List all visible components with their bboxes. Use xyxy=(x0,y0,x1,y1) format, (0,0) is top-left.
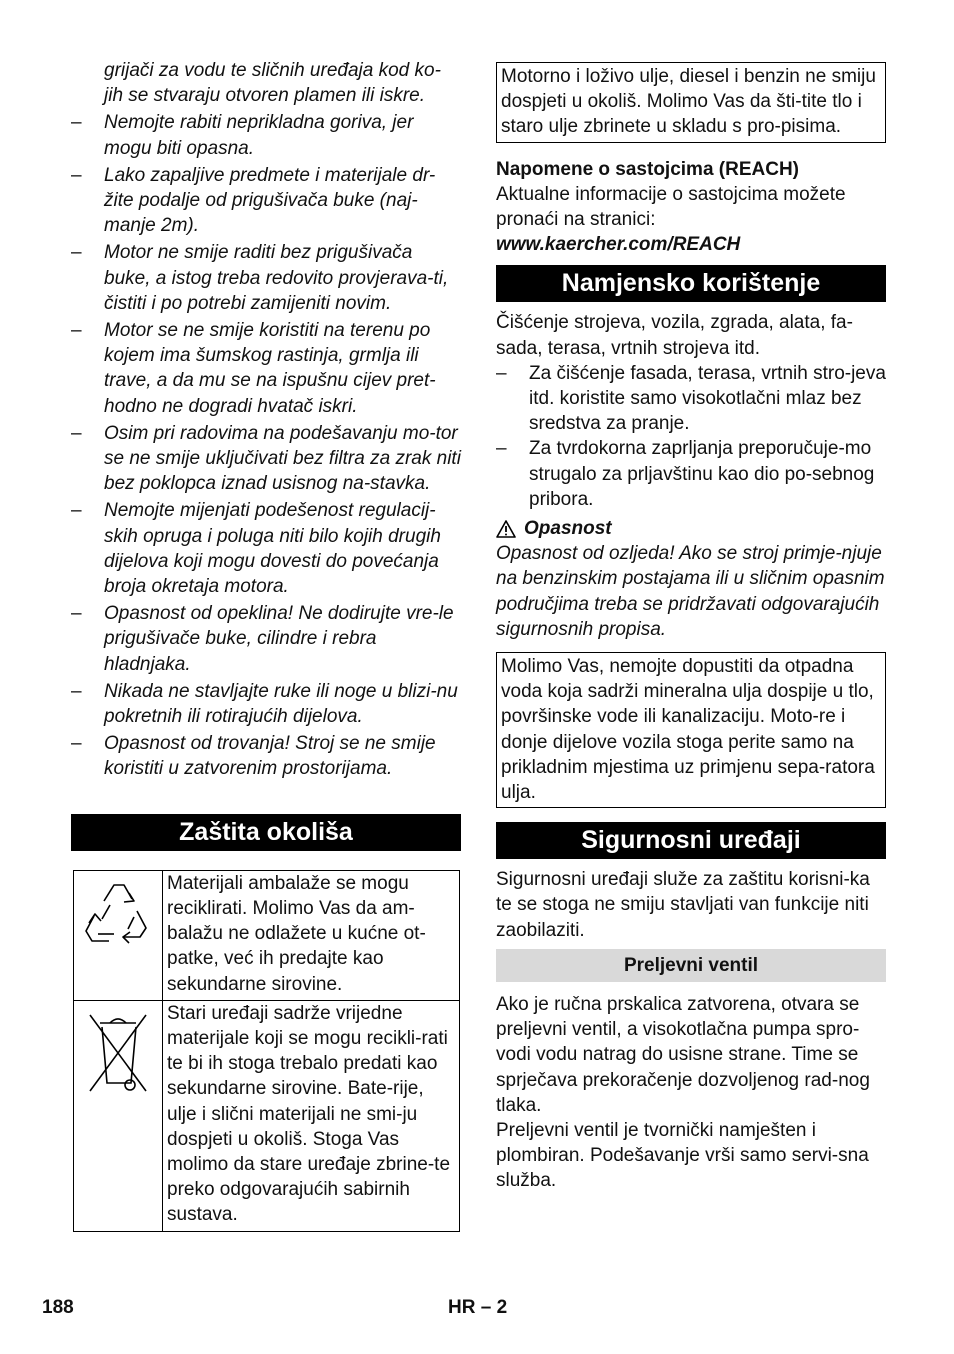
subsection-title-overflow-valve: Preljevni ventil xyxy=(496,949,886,982)
list-item: – Opasnost od trovanja! Stroj se ne smije koristiti u zatvorenim prostorijama. xyxy=(71,733,436,780)
section-title-intended-use: Namjensko korištenje xyxy=(496,265,886,302)
right-column xyxy=(496,62,886,1194)
safety-devices-text: Sigurnosni uređaji služe za zaštitu korisni-ka te se stoga ne smiju stavljati van funkcije niti zaobilaziti. xyxy=(496,869,870,941)
recycle-icon xyxy=(74,871,162,961)
intended-use-text: Čišćenje strojeva, vozila, zgrada, alata, fa-sada, terasa, vrtnih strojeva itd. xyxy=(496,312,853,359)
list-item: – Motor ne smije raditi bez prigušivača buke, a istog treba redovito provjerava-ti, čistiti i po potrebi zamijeniti novim. xyxy=(71,242,449,314)
intro-continuation: grijači za vodu te sličnih uređaja kod ko- jih se stvaraju otvoren plamen ili iskre. xyxy=(104,60,441,107)
section-title-environment: Zaštita okoliša xyxy=(71,814,461,851)
oil-notice-box: Motorno i loživo ulje, diesel i benzin ne smiju dospjeti u okoliš. Molimo Vas da šti-tite tlo i staro ulje zbrinete u skladu s pro-pisima. xyxy=(496,62,886,143)
list-item: – Motor se ne smije koristiti na terenu po kojem ima šumskog rastinja, grmlja ili trave, a da mu se na ispušnu cijev pret-hodno ne dogradi hvatač iskri. xyxy=(71,320,436,417)
danger-text: Opasnost od ozljeda! Ako se stroj primje-njuje na benzinskim postajama ili u sličnim opasnim područjima treba se pridržavati odgovarajućih sigurnosnih propisa. xyxy=(496,543,885,640)
reach-link[interactable]: www.kaercher.com/REACH xyxy=(496,234,741,256)
safety-bullet-list xyxy=(71,110,461,781)
reach-text: Aktualne informacije o sastojcima možete pronaći na stranici: xyxy=(496,183,846,231)
left-column xyxy=(71,58,461,1232)
list-item: – Osim pri radovima na podešavanju mo-tor se ne smije uključivati bez filtra za zrak niti bez poklopca iznad usisnog na-stavka. xyxy=(71,422,461,495)
list-item: – Za tvrdokorna zaprljanja preporučuje-mo strugalo za prljavštinu kao dio po-sebnog pribora. xyxy=(496,438,875,510)
crossed-bin-icon xyxy=(74,1001,162,1101)
list-item: – Nemojte rabiti neprikladna goriva, jer mogu biti opasna. xyxy=(71,112,414,159)
recycle-text: Materijali ambalaže se mogu reciklirati. Molimo Vas da am-balažu ne odlažete u kućne ot-patke, već ih predajte kao sekundarne sirovine. xyxy=(163,870,460,1000)
list-item: – Nikada ne stavljajte ruke ili noge u blizi-nu pokretnih ili rotirajućih dijelova. xyxy=(71,680,458,728)
environment-table xyxy=(73,870,460,1232)
warning-triangle-icon xyxy=(496,520,516,538)
icon-cell xyxy=(74,1000,163,1231)
page-number: 188 xyxy=(42,1297,74,1318)
list-item: – Opasnost od opeklina! Ne dodirujte vre-le prigušivače buke, cilindre i rebra hladnjaka. xyxy=(71,603,454,675)
reach-heading: Napomene o sastojcima (REACH) xyxy=(496,158,800,180)
danger-label: Opasnost xyxy=(524,518,612,540)
overflow-valve-text-2: Preljevni ventil je tvornički namješten i plombiran. Podešavanje vrši samo servi-sna služba. xyxy=(496,1119,869,1192)
list-item: – Lako zapaljive predmete i materijale dr-žite podalje od prigušivača buke (naj-manje 2m). xyxy=(71,164,436,237)
overflow-valve-text-1: Ako je ručna prskalica zatvorena, otvara se preljevni ventil, a visokotlačna pumpa spro-vodi vodu natrag do usisne strane. Time se sprječava prekoračenje dozvoljenog rad-nog tlaka. xyxy=(496,993,870,1116)
section-title-safety-devices: Sigurnosni uređaji xyxy=(496,822,886,859)
table-row xyxy=(74,870,460,1000)
danger-heading xyxy=(496,516,886,541)
list-item: – Za čišćenje fasada, terasa, vrtnih stro-jeva itd. koristite samo visokotlačni mlaz bez sredstva za pranje. xyxy=(496,362,886,435)
table-row xyxy=(74,1000,460,1231)
waste-water-box: Molimo Vas, nemojte dopustiti da otpadna voda koja sadrži mineralna ulja dospije u tlo, površinske vode ili kanalizaciju. Moto-re i donje dijelove vozila stoga perite samo na prikladnim mjestima uz primjenu sepa-ratora ulja. xyxy=(496,652,886,808)
list-item: – Nemojte mijenjati podešenost regulacij-skih opruga i poluga niti bilo kojih drugih dijelova koji mogu dovesti do povećanja broja okretaja motora. xyxy=(71,500,441,598)
icon-cell xyxy=(74,870,163,1000)
language-page-label: HR – 2 xyxy=(448,1297,508,1318)
weee-text: Stari uređaji sadrže vrijedne materijale koji se mogu recikli-rati te bi ih stoga trebalo predati kao sekundarne sirovine. Bate-rije, ulje i slični materijali ne smi-ju dospjeti u okoliš. Stoga Vas molimo da stare uređaje zbrine-te preko odgovarajućih sabirnih sustava. xyxy=(163,1000,460,1231)
